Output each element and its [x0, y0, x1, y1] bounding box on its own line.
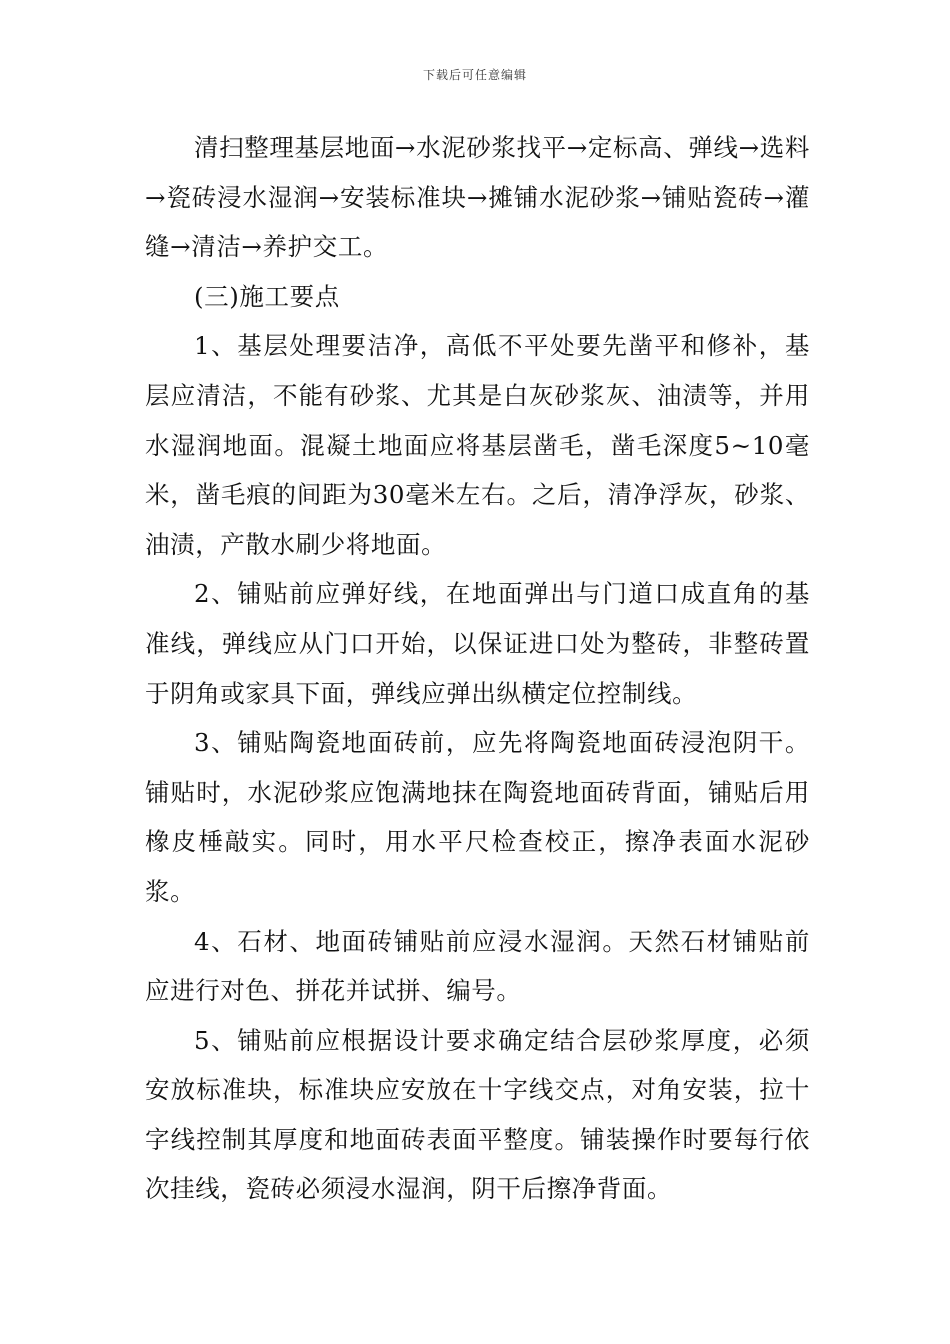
header-note: 下载后可任意编辑 — [422, 68, 527, 82]
section-heading-construction-points: (三)施工要点 — [194, 281, 340, 311]
paragraph-point-3: 3、铺贴陶瓷地面砖前，应先将陶瓷地面砖浸泡阴干。铺贴时，水泥砂浆应饱满地抹在陶瓷地面砖背面，铺贴后用橡皮棰敲实。同时，用水平尺检查校正，擦净表面水泥砂浆。 — [145, 728, 810, 906]
paragraph-point-4: 4、石材、地面砖铺贴前应浸水湿润。天然石材铺贴前应进行对色、拼花并试拼、编号。 — [145, 926, 810, 1006]
document-body — [145, 123, 810, 1214]
paragraph-point-2: 2、铺贴前应弹好线，在地面弹出与门道口成直角的基准线，弹线应从门口开始，以保证进口处为整砖，非整砖置于阴角或家具下面，弹线应弹出纵横定位控制线。 — [145, 579, 810, 708]
paragraph-point-5: 5、铺贴前应根据设计要求确定结合层砂浆厚度，必须安放标准块，标准块应安放在十字线交点，对角安装，拉十字线控制其厚度和地面砖表面平整度。铺装操作时要每行依次挂线，瓷砖必须浸水湿润，阴干后擦净背面。 — [145, 1025, 810, 1204]
paragraph-point-1: 1、基层处理要洁净，高低不平处要先凿平和修补，基层应清洁，不能有砂浆、尤其是白灰砂浆灰、油渍等，并用水湿润地面。混凝土地面应将基层凿毛，凿毛深度5~10毫米，凿毛痕的间距为30毫米左右。之后，清净浮灰，砂浆、油渍，产散水刷少将地面。 — [145, 331, 810, 559]
paragraph-process-flow: 清扫整理基层地面→水泥砂浆找平→定标高、弹线→选料→瓷砖浸水湿润→安装标准块→摊铺水泥砂浆→铺贴瓷砖→灌缝→清洁→养护交工。 — [145, 133, 810, 262]
